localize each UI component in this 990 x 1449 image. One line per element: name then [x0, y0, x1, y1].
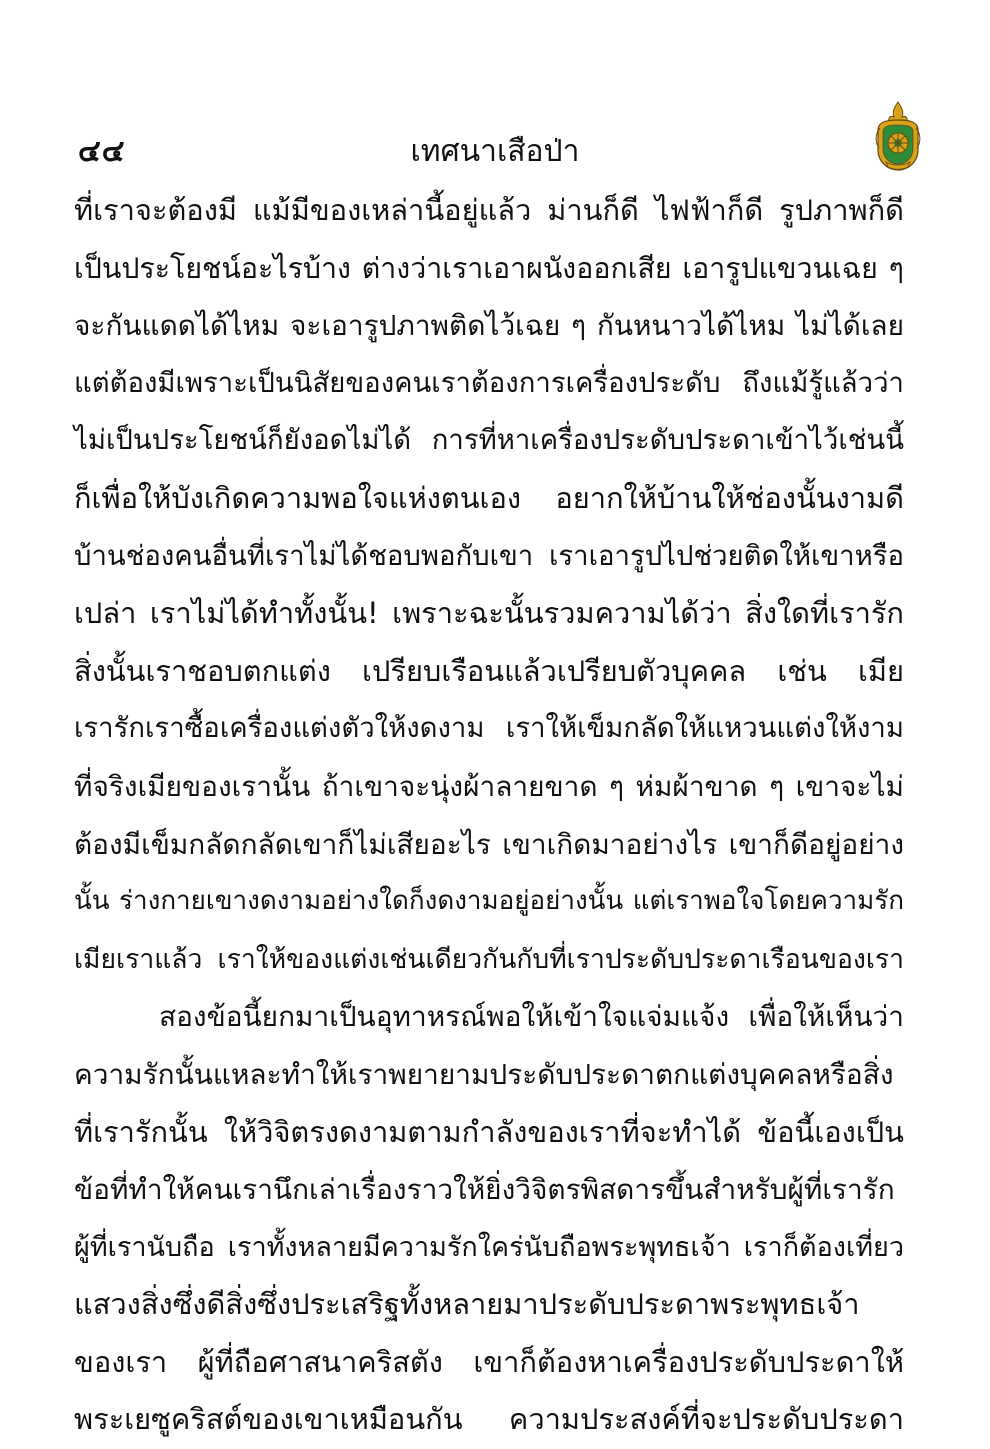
text-line: ความรักนั้นแหละทำให้เราพยายามประดับประดาตกแต่งบุคคลหรือสิ่ง — [74, 1057, 894, 1091]
text-line: พระเยซูคริสต์ของเขาเหมือนกัน ความประสงค์ที่จะประดับประดา — [74, 1402, 904, 1437]
text-line: บ้านช่องคนอื่นที่เราไม่ได้ชอบพอกับเขา เราเอารูปไปช่วยติดให้เขาหรือ — [74, 539, 904, 572]
page-number: ๔๔ — [78, 134, 126, 169]
text-line: แสวงสิ่งซึ่งดีสิ่งซึ่งประเสริฐทั้งหลายมาประดับประดาพระพุทธเจ้า — [74, 1287, 860, 1322]
text-line: ที่เราจะต้องมี แม้มีของเหล่านี้อยู่แล้ว ม่านก็ดี ไฟฟ้าก็ดี รูปภาพก็ดี — [74, 193, 904, 227]
text-line: จะกันแดดได้ไหม จะเอารูปภาพติดไว้เฉย ๆ กันหนาวได้ไหม ไม่ได้เลย — [74, 309, 904, 343]
text-line: เป็นประโยชน์อะไรบ้าง ต่างว่าเราเอาผนังออกเสีย เอารูปแขวนเฉย ๆ — [74, 251, 904, 285]
text-line: ที่เรารักนั้น ให้วิจิตรงดงามตามกำลังของเราที่จะทำได้ ข้อนี้เองเป็น — [74, 1114, 904, 1149]
text-line: เมียเราแล้ว เราให้ของแต่งเช่นเดียวกันกับที่เราประดับประดาเรือนของเรา — [74, 943, 904, 975]
text-line: เรารักเราซื้อเครื่องแต่งตัวให้งดงาม เราให้เข็มกลัดให้แหวนแต่งให้งาม — [74, 712, 904, 745]
text-line-indented: สองข้อนี้ยกมาเป็นอุทาหรณ์พอให้เข้าใจแจ่มแจ้ง เพื่อให้เห็นว่า — [159, 1000, 904, 1034]
text-line: ต้องมีเข็มกลัดกลัดเขาก็ไม่เสียอะไร เขาเกิดมาอย่างไร เขาก็ดีอยู่อย่าง — [74, 827, 904, 861]
text-line: ไม่เป็นประโยชน์ก็ยังอดไม่ได้ การที่หาเครื่องประดับประดาเข้าไว้เช่นนี้ — [74, 424, 904, 457]
text-line: ผู้ที่เรานับถือ เราทั้งหลายมีความรักใคร่นับถือพระพุทธเจ้า เราก็ต้องเที่ยว — [74, 1231, 904, 1263]
text-line: แต่ต้องมีเพราะเป็นนิสัยของคนเราต้องการเครื่องประดับ ถึงแม้รู้แล้วว่า — [74, 366, 904, 399]
text-line: เปล่า เราไม่ได้ทำทั้งนั้น! เพราะฉะนั้นรวมความได้ว่า สิ่งใดที่เรารัก — [74, 596, 904, 631]
text-line: ของเรา ผู้ที่ถือศาสนาคริสตัง เขาก็ต้องหาเครื่องประดับประดาให้ — [74, 1344, 904, 1379]
thai-royal-crest-icon — [872, 100, 924, 172]
text-line: ที่จริงเมียของเรานั้น ถ้าเขาจะนุ่งผ้าลายขาด ๆ ห่มผ้าขาด ๆ เขาจะไม่ — [74, 769, 904, 803]
text-line: สิ่งนั้นเราชอบตกแต่ง เปรียบเรือนแล้วเปรียบตัวบุคคล เช่น เมีย — [74, 653, 904, 688]
text-line: นั้น ร่างกายเขางดงามอย่างใดก็งดงามอยู่อย่างนั้น แต่เราพอใจโดยความรัก — [74, 886, 904, 917]
running-title: เทศนาเสือป่า — [410, 134, 580, 169]
text-line: ข้อที่ทำให้คนเรานึกเล่าเรื่องราวให้ยิ่งวิจิตรพิสดารขึ้นสำหรับผู้ที่เรารัก — [74, 1173, 895, 1207]
body-text — [74, 182, 904, 1449]
text-line: ก็เพื่อให้บังเกิดความพอใจแห่งตนเอง อยากให้บ้านให้ช่องนั้นงามดี — [74, 480, 904, 515]
